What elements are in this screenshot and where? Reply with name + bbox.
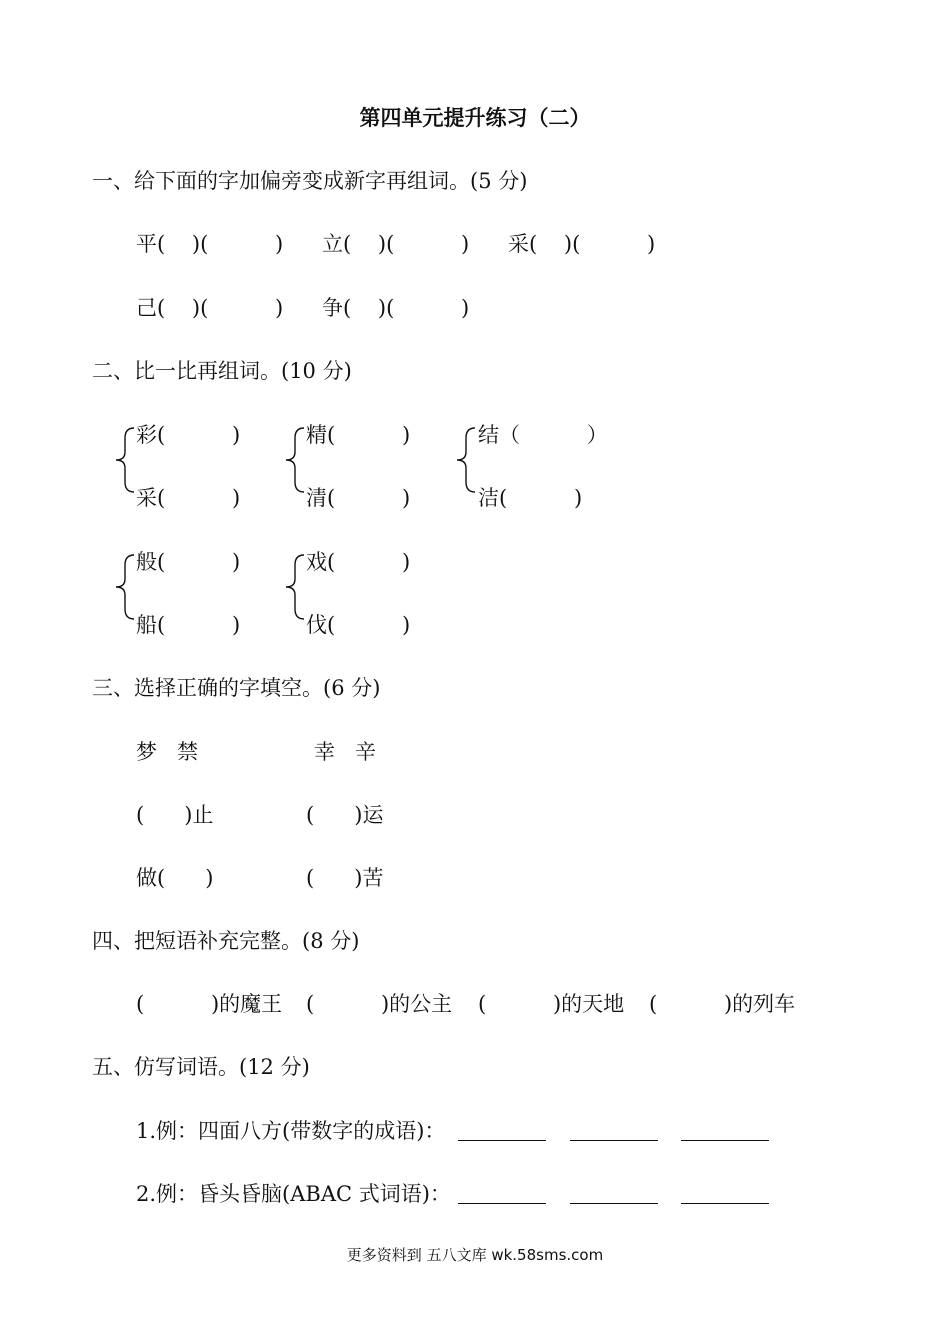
answer-blank [458,1203,546,1204]
s1-item: 己( )( ) [136,296,284,320]
section-5-heading: 五、仿写词语。(12 分) [92,1055,310,1079]
section-2-heading: 二、比一比再组词。(10 分) [92,359,352,383]
s2-bottom-word: 洁( ) [478,486,583,510]
s1-item: 争( )( ) [322,296,470,320]
s2-top-word: 般( ) [136,550,241,574]
s1-item: 立( )( ) [322,232,470,256]
brace-icon [112,549,138,625]
answer-blank [570,1140,658,1141]
s3-fill-item: ( )止 [136,803,214,827]
section-4-heading: 四、把短语补充完整。(8 分) [92,929,360,953]
s5-example-line: 2.例：昏头昏脑(ABAC 式词语)： [136,1182,451,1206]
section-3-heading: 三、选择正确的字填空。(6 分) [92,676,381,700]
s4-phrase: ( )的公主 [306,992,453,1016]
s3-fill-item: ( )苦 [306,866,384,890]
answer-blank [681,1203,769,1204]
brace-icon [453,422,479,498]
s3-fill-item: ( )运 [306,803,384,827]
s2-bottom-word: 船( ) [136,613,241,637]
brace-icon [282,549,308,625]
page-title: 第四单元提升练习（二） [359,105,591,130]
answer-blank [681,1140,769,1141]
s3-fill-item: 做( ) [136,866,214,890]
s3-choice-chars: 幸 辛 [314,740,377,764]
s2-top-word: 精( ) [306,423,411,447]
s5-example-line: 1.例：四面八方(带数字的成语)： [136,1119,446,1143]
s4-phrase: ( )的列车 [649,992,796,1016]
answer-blank [458,1140,546,1141]
s2-top-word: 戏( ) [306,550,411,574]
s4-phrase: ( )的魔王 [136,992,283,1016]
s4-phrase: ( )的天地 [478,992,625,1016]
s2-bottom-word: 采( ) [136,486,241,510]
brace-icon [282,422,308,498]
answer-blank [570,1203,658,1204]
s1-item: 采( )( ) [508,232,656,256]
s2-bottom-word: 清( ) [306,486,411,510]
section-1-heading: 一、给下面的字加偏旁变成新字再组词。(5 分) [92,169,528,193]
s2-bottom-word: 伐( ) [306,613,411,637]
s2-top-word: 结（ ） [478,423,608,447]
s2-top-word: 彩( ) [136,423,241,447]
s3-choice-chars: 梦 禁 [136,740,199,764]
s1-item: 平( )( ) [136,232,284,256]
brace-icon [112,422,138,498]
footer-text: 更多资料到 五八文库 wk.58sms.com [346,1246,604,1264]
